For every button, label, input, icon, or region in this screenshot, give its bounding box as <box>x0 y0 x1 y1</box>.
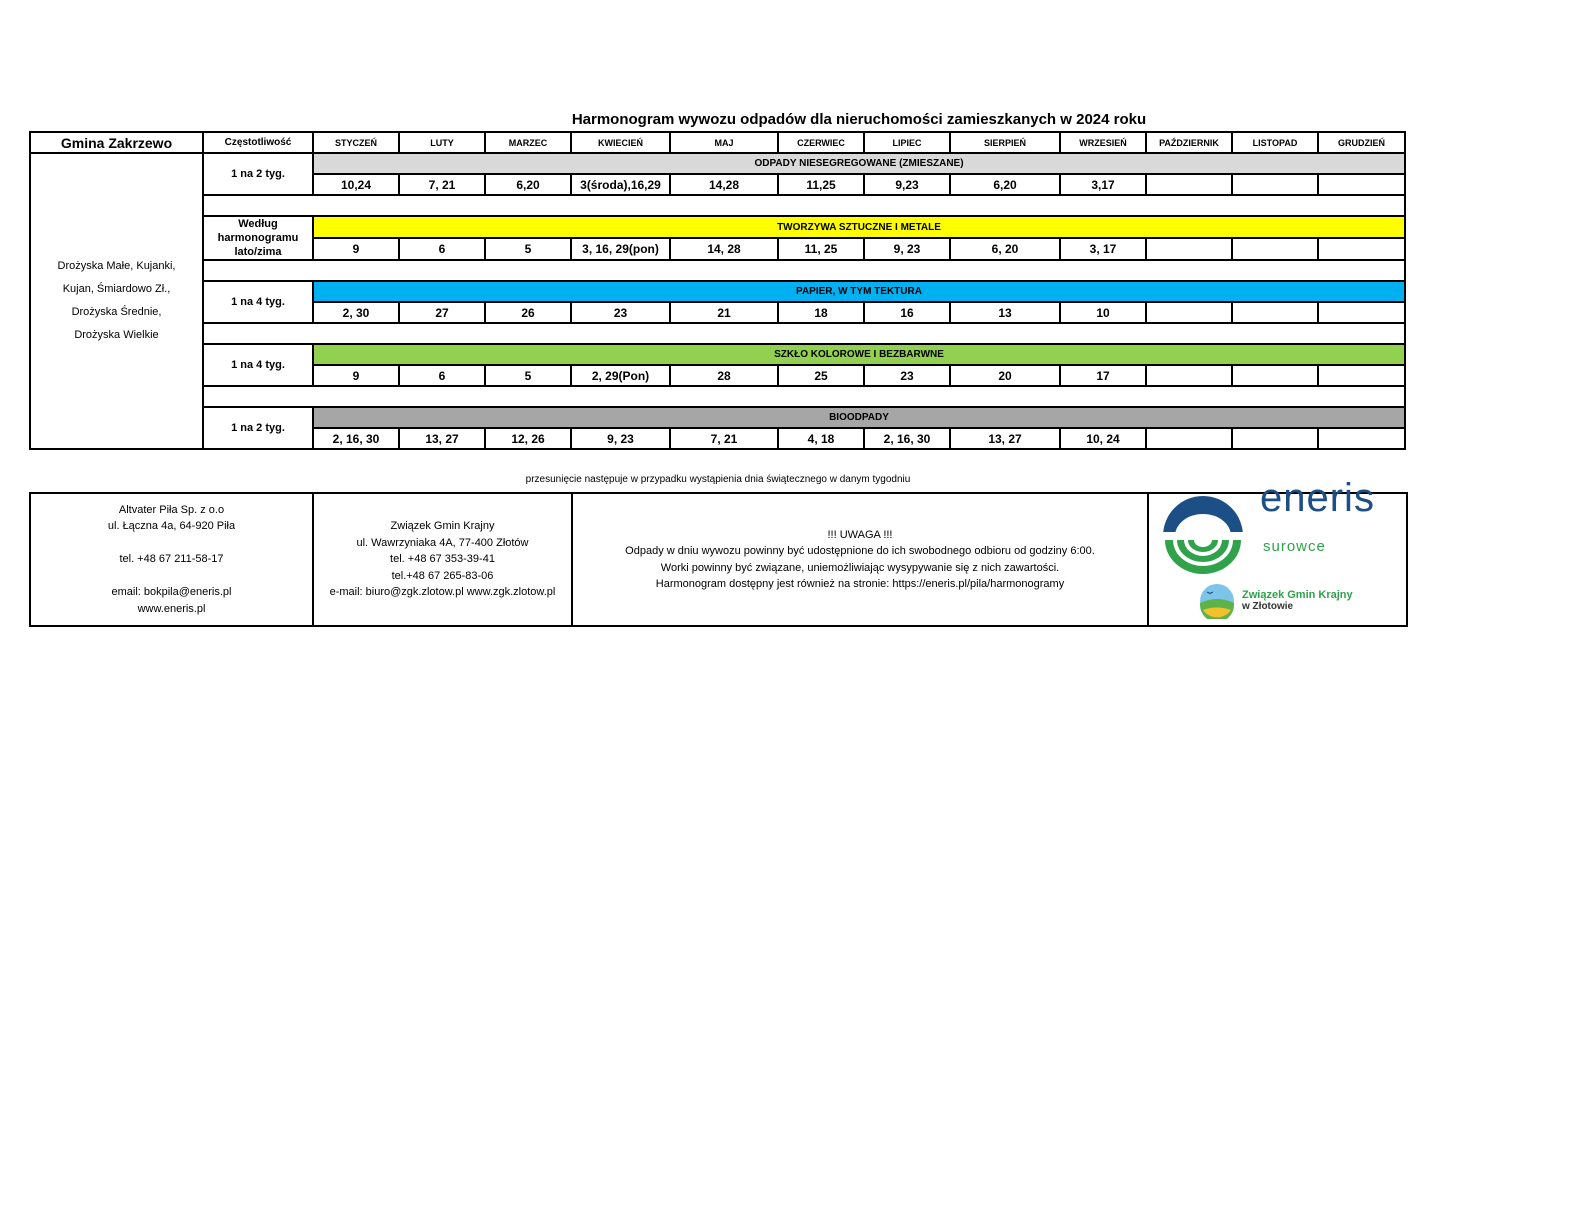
month-header: WRZESIEŃ <box>1060 132 1146 153</box>
date-cell: 10, 24 <box>1060 428 1146 449</box>
frequency-cell: 1 na 4 tyg. <box>203 281 313 323</box>
date-cell: 27 <box>399 302 485 323</box>
date-cell: 23 <box>864 365 950 386</box>
spacer-cell <box>203 386 1405 407</box>
date-cell: 6,20 <box>950 174 1060 195</box>
footer-line: www.eneris.pl <box>137 602 206 615</box>
date-cell: 9 <box>313 365 399 386</box>
frequency-cell <box>203 216 313 260</box>
month-header: LUTY <box>399 132 485 153</box>
gmina-name: Gmina Zakrzewo <box>30 132 203 153</box>
category-band: ODPADY NIESEGREGOWANE (ZMIESZANE) <box>313 153 1405 174</box>
date-cell: 18 <box>778 302 864 323</box>
date-cell: 26 <box>485 302 571 323</box>
footer-line: tel.+48 67 265-83-06 <box>391 569 494 582</box>
date-cell <box>1318 238 1405 260</box>
date-cell: 6,20 <box>485 174 571 195</box>
spacer-cell <box>203 260 1405 281</box>
date-cell: 2, 16, 30 <box>313 428 399 449</box>
date-cell: 6 <box>399 365 485 386</box>
spacer-row <box>30 386 1405 407</box>
date-cell: 11, 25 <box>778 238 864 260</box>
schedule-table <box>29 131 1406 450</box>
date-cell <box>1146 365 1232 386</box>
month-header: KWIECIEŃ <box>571 132 670 153</box>
footer-line: tel. +48 67 211-58-17 <box>119 553 224 566</box>
date-cell: 7, 21 <box>670 428 778 449</box>
frequency-cell: 1 na 2 tyg. <box>203 407 313 449</box>
spacer-row <box>30 260 1405 281</box>
footer-line: email: bokpila@eneris.pl <box>111 586 232 599</box>
category-row <box>30 281 1405 302</box>
footer-line: Związek Gmin Krajny <box>390 520 495 533</box>
date-cell: 5 <box>485 365 571 386</box>
category-band: PAPIER, W TYM TEKTURA <box>313 281 1405 302</box>
date-cell: 14,28 <box>670 174 778 195</box>
page-title: Harmonogram wywozu odpadów dla nieruchomości zamieszkanych w 2024 roku <box>571 111 1147 128</box>
zgk-logo-line1: Związek Gmin Krajny <box>1242 589 1353 601</box>
date-cell: 6, 20 <box>950 238 1060 260</box>
spacer-row <box>30 195 1405 216</box>
month-header: MAJ <box>670 132 778 153</box>
month-header: LISTOPAD <box>1232 132 1318 153</box>
date-cell: 17 <box>1060 365 1146 386</box>
date-cell: 4, 18 <box>778 428 864 449</box>
frequency-line: Według <box>238 218 278 230</box>
month-header: STYCZEŃ <box>313 132 399 153</box>
footer-line: e-mail: biuro@zgk.zlotow.pl www.zgk.zlotow.pl <box>329 586 556 599</box>
date-cell <box>1232 174 1318 195</box>
date-cell <box>1146 174 1232 195</box>
location-line: Drożyska Wielkie <box>74 329 159 341</box>
date-cell <box>1232 428 1318 449</box>
frequency-cell: 1 na 4 tyg. <box>203 344 313 386</box>
date-cell: 9,23 <box>864 174 950 195</box>
eneris-logo-icon <box>1161 496 1245 576</box>
footer-line: Worki powinny być związane, uniemożliwiając wysypywanie się z nich zawartości. <box>660 561 1060 574</box>
eneris-logo-subtext: surowce <box>1263 538 1326 555</box>
location-cell <box>30 153 203 449</box>
logos-cell <box>1148 476 1407 626</box>
date-cell: 3(środa),16,29 <box>571 174 670 195</box>
date-cell: 16 <box>864 302 950 323</box>
date-cell: 21 <box>670 302 778 323</box>
header-row <box>30 132 1405 153</box>
date-cell: 11,25 <box>778 174 864 195</box>
category-row <box>30 153 1405 174</box>
date-cell <box>1146 238 1232 260</box>
date-cell <box>1318 302 1405 323</box>
frequency-line: lato/zima <box>234 246 282 258</box>
date-cell: 13, 27 <box>950 428 1060 449</box>
footer-line: !!! UWAGA !!! <box>827 528 893 541</box>
footer-line: ul. Łączna 4a, 64-920 Piła <box>107 520 236 533</box>
category-band: TWORZYWA SZTUCZNE I METALE <box>313 216 1405 238</box>
category-row <box>30 216 1405 238</box>
holiday-shift-note: przesunięcie następuje w przypadku wystąpienia dnia świątecznego w danym tygodniu <box>525 474 911 485</box>
footer-line: ul. Wawrzyniaka 4A, 77-400 Złotów <box>356 536 529 549</box>
footer-line: Odpady w dniu wywozu powinny być udostępnione do ich swobodnego odbioru od godziny 6:00. <box>625 545 1095 557</box>
month-header: GRUDZIEŃ <box>1318 132 1405 153</box>
footer-line <box>35 535 308 552</box>
date-cell: 9, 23 <box>571 428 670 449</box>
category-band: SZKŁO KOLOROWE I BEZBARWNE <box>313 344 1405 365</box>
date-cell: 9, 23 <box>864 238 950 260</box>
date-cell <box>1146 428 1232 449</box>
date-cell: 5 <box>485 238 571 260</box>
date-cell: 9 <box>313 238 399 260</box>
zgk-logo-line2: w Złotowie <box>1242 601 1294 612</box>
date-cell: 10,24 <box>313 174 399 195</box>
date-cell: 3,17 <box>1060 174 1146 195</box>
date-cell: 10 <box>1060 302 1146 323</box>
frequency-cell: 1 na 2 tyg. <box>203 153 313 195</box>
date-cell: 25 <box>778 365 864 386</box>
date-cell: 20 <box>950 365 1060 386</box>
zgk-contact <box>313 493 572 626</box>
date-cell <box>1232 302 1318 323</box>
notice-box <box>572 493 1148 626</box>
category-row <box>30 344 1405 365</box>
frequency-header: Częstotliwość <box>203 132 313 153</box>
month-header: PAŹDZIERNIK <box>1146 132 1232 153</box>
location-line: Kujan, Śmiardowo Zł., <box>62 283 171 295</box>
date-cell <box>1318 365 1405 386</box>
date-cell <box>1232 238 1318 260</box>
date-cell: 6 <box>399 238 485 260</box>
date-cell: 12, 26 <box>485 428 571 449</box>
spacer-cell <box>203 323 1405 344</box>
date-cell: 2, 30 <box>313 302 399 323</box>
category-band: BIOODPADY <box>313 407 1405 428</box>
footer-line <box>35 568 308 585</box>
footer-line: Altvater Piła Sp. z o.o <box>118 503 225 516</box>
altvater-contact <box>30 493 313 626</box>
date-cell: 7, 21 <box>399 174 485 195</box>
spacer-cell <box>203 195 1405 216</box>
date-cell <box>1232 365 1318 386</box>
footer-line: tel. +48 67 353-39-41 <box>390 553 495 566</box>
month-header: MARZEC <box>485 132 571 153</box>
date-cell: 3, 16, 29(pon) <box>571 238 670 260</box>
date-cell: 13, 27 <box>399 428 485 449</box>
date-cell: 2, 29(Pon) <box>571 365 670 386</box>
category-row <box>30 407 1405 428</box>
date-cell <box>1318 174 1405 195</box>
spacer-row <box>30 323 1405 344</box>
date-cell: 28 <box>670 365 778 386</box>
month-header: LIPIEC <box>864 132 950 153</box>
zgk-logo-icon <box>1199 583 1235 619</box>
location-line: Drożyska Małe, Kujanki, <box>57 260 176 272</box>
month-header: CZERWIEC <box>778 132 864 153</box>
date-cell: 23 <box>571 302 670 323</box>
date-cell: 13 <box>950 302 1060 323</box>
footer-line: Harmonogram dostępny jest również na stronie: https://eneris.pl/pila/harmonogramy <box>655 578 1065 590</box>
date-cell: 14, 28 <box>670 238 778 260</box>
date-cell: 3, 17 <box>1060 238 1146 260</box>
month-header: SIERPIEŃ <box>950 132 1060 153</box>
location-line: Drożyska Średnie, <box>71 306 162 318</box>
eneris-logo-text: eneris <box>1260 476 1375 520</box>
date-cell: 2, 16, 30 <box>864 428 950 449</box>
frequency-line: harmonogramu <box>217 232 299 244</box>
date-cell <box>1318 428 1405 449</box>
date-cell <box>1146 302 1232 323</box>
